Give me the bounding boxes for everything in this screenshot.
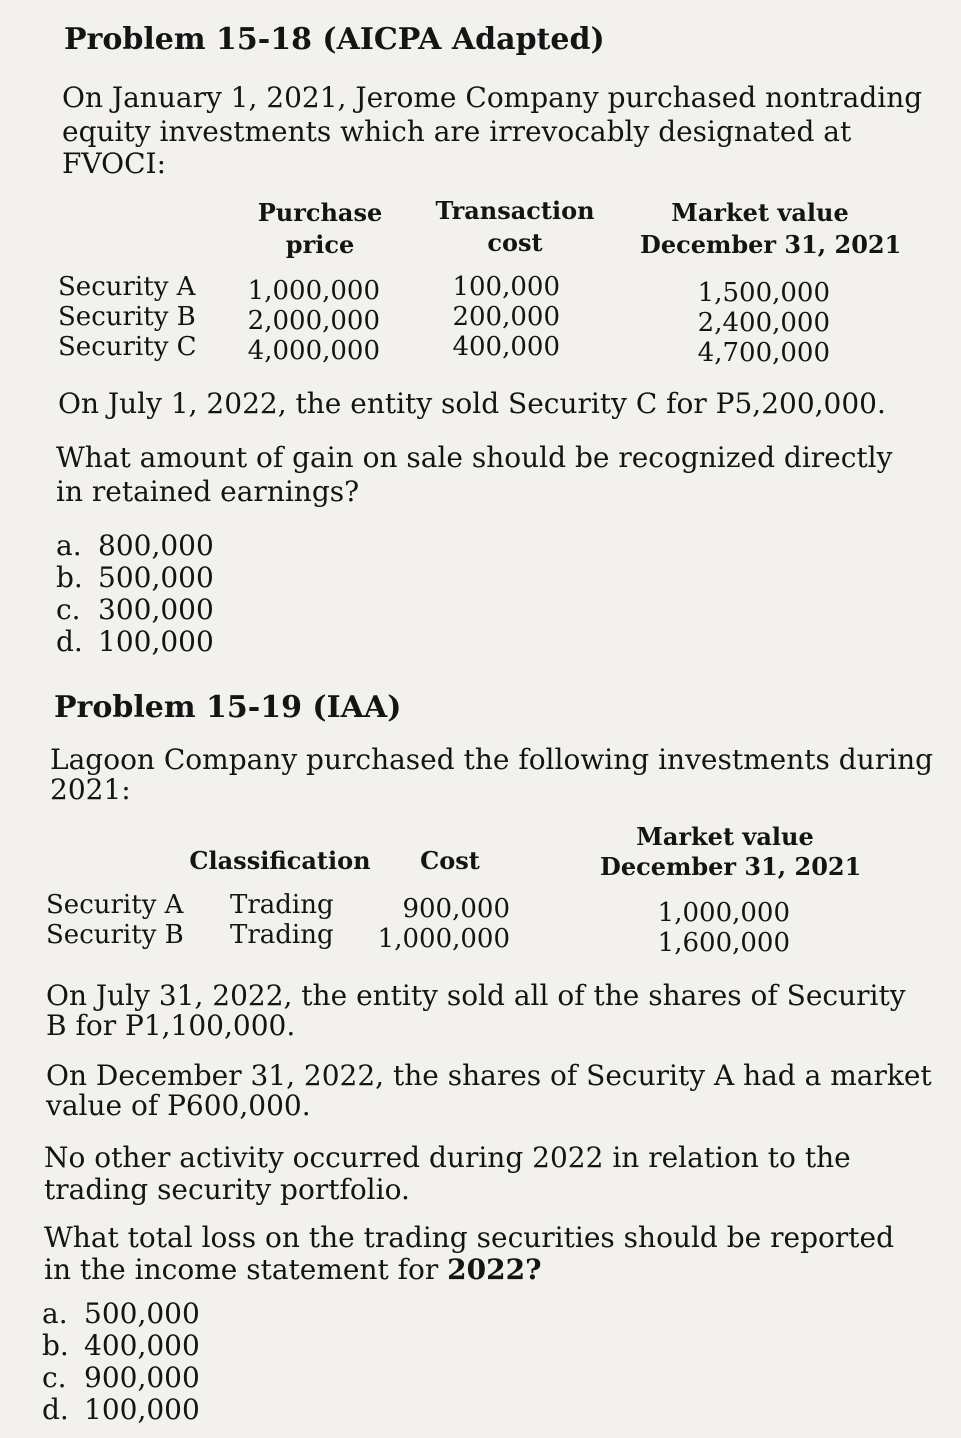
choice-value: 800,000 (98, 529, 214, 562)
p1-row3-name: Security C (58, 332, 197, 362)
p2-row1-market: 1,000,000 (657, 898, 790, 928)
problem2-paragraph1-line2: B for P1,100,000. (46, 1009, 296, 1042)
header-purchase-line2: price (285, 230, 355, 259)
choice-value: 500,000 (98, 561, 214, 594)
choice-value: 400,000 (84, 1329, 200, 1362)
problem1-choice-d (56, 626, 214, 658)
problem-15-18-title: Problem 15-18 (AICPA Adapted) (64, 22, 605, 57)
problem2-choice-a (42, 1298, 200, 1330)
header-classification: Classification (189, 846, 371, 875)
p1-row2-price: 2,000,000 (247, 306, 380, 336)
problem1-choice-a (56, 530, 214, 562)
problem2-paragraph1-line1: On July 31, 2022, the entity sold all of the shares of Security (46, 979, 906, 1012)
problem1-intro-line-3: FVOCI: (62, 147, 167, 180)
header-purchase-line1: Purchase (257, 198, 383, 227)
header-cost: Cost (420, 846, 480, 875)
p1-row1-name: Security A (58, 272, 196, 302)
problem-15-19-title: Problem 15-19 (IAA) (54, 690, 402, 725)
p2-row2-market: 1,600,000 (657, 928, 790, 958)
p2-row2-cost: 1,000,000 (377, 924, 510, 954)
p1-row1-cost: 100,000 (452, 272, 560, 302)
problem1-choice-c (56, 594, 214, 626)
choice-value: 100,000 (84, 1393, 200, 1426)
choice-value: 100,000 (98, 625, 214, 658)
problem1-question-line-2: in retained earnings? (56, 475, 360, 508)
header-market-line2: December 31, 2021 (600, 852, 862, 881)
choice-letter: d. (56, 625, 83, 658)
choice-letter: a. (42, 1297, 68, 1330)
problem1-intro-line-2: equity investments which are irrevocably designated at (62, 115, 852, 148)
choice-letter: a. (56, 529, 82, 562)
problem2-paragraph3-line2: trading security portfolio. (44, 1173, 410, 1206)
problem1-choice-b (56, 562, 214, 594)
header-transaction-line2: cost (487, 228, 543, 257)
p1-row2-market: 2,400,000 (697, 308, 830, 338)
problem2-intro-line-2: 2021: (50, 773, 131, 806)
question-text: in the income statement for (44, 1253, 439, 1286)
p1-row3-price: 4,000,000 (247, 336, 380, 366)
p2-row2-name: Security B (46, 920, 184, 950)
problem2-question-line-1: What total loss on the trading securities should be reported (44, 1221, 895, 1254)
choice-value: 500,000 (84, 1297, 200, 1330)
choice-letter: b. (42, 1329, 69, 1362)
problem1-intro-line-1: On January 1, 2021, Jerome Company purchased nontrading (62, 81, 923, 114)
choice-letter: c. (56, 593, 81, 626)
choice-letter: c. (42, 1361, 67, 1394)
p1-row1-price: 1,000,000 (247, 276, 380, 306)
problem2-paragraph2-line1: On December 31, 2022, the shares of Security A had a market (46, 1059, 932, 1092)
problem1-question-line-1: What amount of gain on sale should be recognized directly (56, 441, 893, 474)
header-market-line1: Market value (671, 198, 849, 227)
choice-letter: d. (42, 1393, 69, 1426)
p1-row2-name: Security B (58, 302, 196, 332)
problem2-question-line-2 (44, 1254, 542, 1286)
problem2-paragraph3-line1: No other activity occurred during 2022 in relation to the (44, 1141, 851, 1174)
problem2-paragraph2-line2: value of P600,000. (46, 1089, 311, 1122)
problem2-choice-b (42, 1330, 200, 1362)
p1-row1-market: 1,500,000 (697, 278, 830, 308)
p1-row2-cost: 200,000 (452, 302, 560, 332)
problem1-event: On July 1, 2022, the entity sold Security C for P5,200,000. (58, 387, 886, 420)
p2-row1-name: Security A (46, 890, 184, 920)
problem2-choice-d (42, 1394, 200, 1426)
p1-row3-market: 4,700,000 (697, 338, 830, 368)
choice-value: 900,000 (84, 1361, 200, 1394)
p1-row3-cost: 400,000 (452, 332, 560, 362)
p2-row1-cost: 900,000 (402, 894, 510, 924)
choice-value: 300,000 (98, 593, 214, 626)
choice-letter: b. (56, 561, 83, 594)
problem2-intro-line-1: Lagoon Company purchased the following investments during (50, 743, 934, 776)
header-market-line2: December 31, 2021 (640, 230, 902, 259)
question-year: 2022? (447, 1253, 542, 1286)
p2-row2-classification: Trading (230, 920, 334, 950)
problem2-choice-c (42, 1362, 200, 1394)
p2-row1-classification: Trading (230, 890, 334, 920)
header-transaction-line1: Transaction (435, 196, 595, 225)
header-market-line1: Market value (636, 822, 814, 851)
